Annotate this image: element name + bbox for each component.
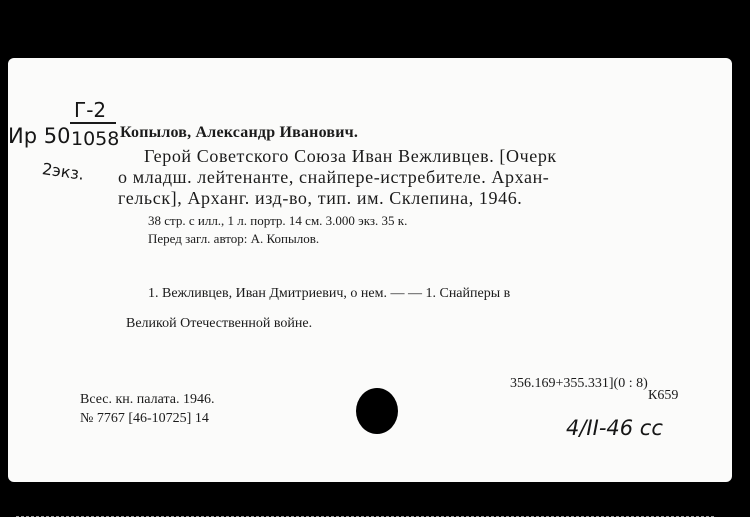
- card-subjects-line-2: Великой Отечественной войне.: [126, 316, 313, 331]
- handwritten-code-bottom: 2экз.: [40, 159, 86, 184]
- card-title-line-2: о младш. лейтенанте, снайпере-истребителе. Архан-: [118, 167, 550, 187]
- card-classification: 356.169+355.331](0 : 8): [510, 376, 648, 391]
- card-title-line-3: гельск], Арханг. изд-во, тип. им. Склепина, 1946.: [118, 188, 523, 208]
- handwritten-bottom-note: 4/II-46 сс: [566, 416, 663, 440]
- card-author: Копылов, Александр Иванович.: [120, 124, 359, 141]
- card-author-note: Перед загл. автор: А. Копылов.: [148, 231, 320, 246]
- handwritten-code-under: 1058: [71, 128, 120, 150]
- handwritten-code-left: Ир 50: [8, 124, 71, 148]
- card-physical-description: 38 стр. с илл., 1 л. портр. 14 см. 3.000 экз. 35 к.: [148, 213, 408, 228]
- handwritten-code-top: Г-2: [74, 98, 107, 122]
- punch-hole: [356, 388, 398, 434]
- card-author-sign: К659: [648, 388, 679, 403]
- card-chamber: Всес. кн. палата. 1946.: [80, 392, 215, 407]
- card-number: № 7767 [46-10725] 14: [80, 411, 209, 426]
- handwritten-underline: [70, 122, 116, 124]
- card-title-line-1: Герой Советского Союза Иван Вежливцев. [Очерк: [144, 146, 557, 166]
- card-subjects-line-1: 1. Вежливцев, Иван Дмитриевич, о нем. — — 1. Снайперы в: [148, 286, 511, 301]
